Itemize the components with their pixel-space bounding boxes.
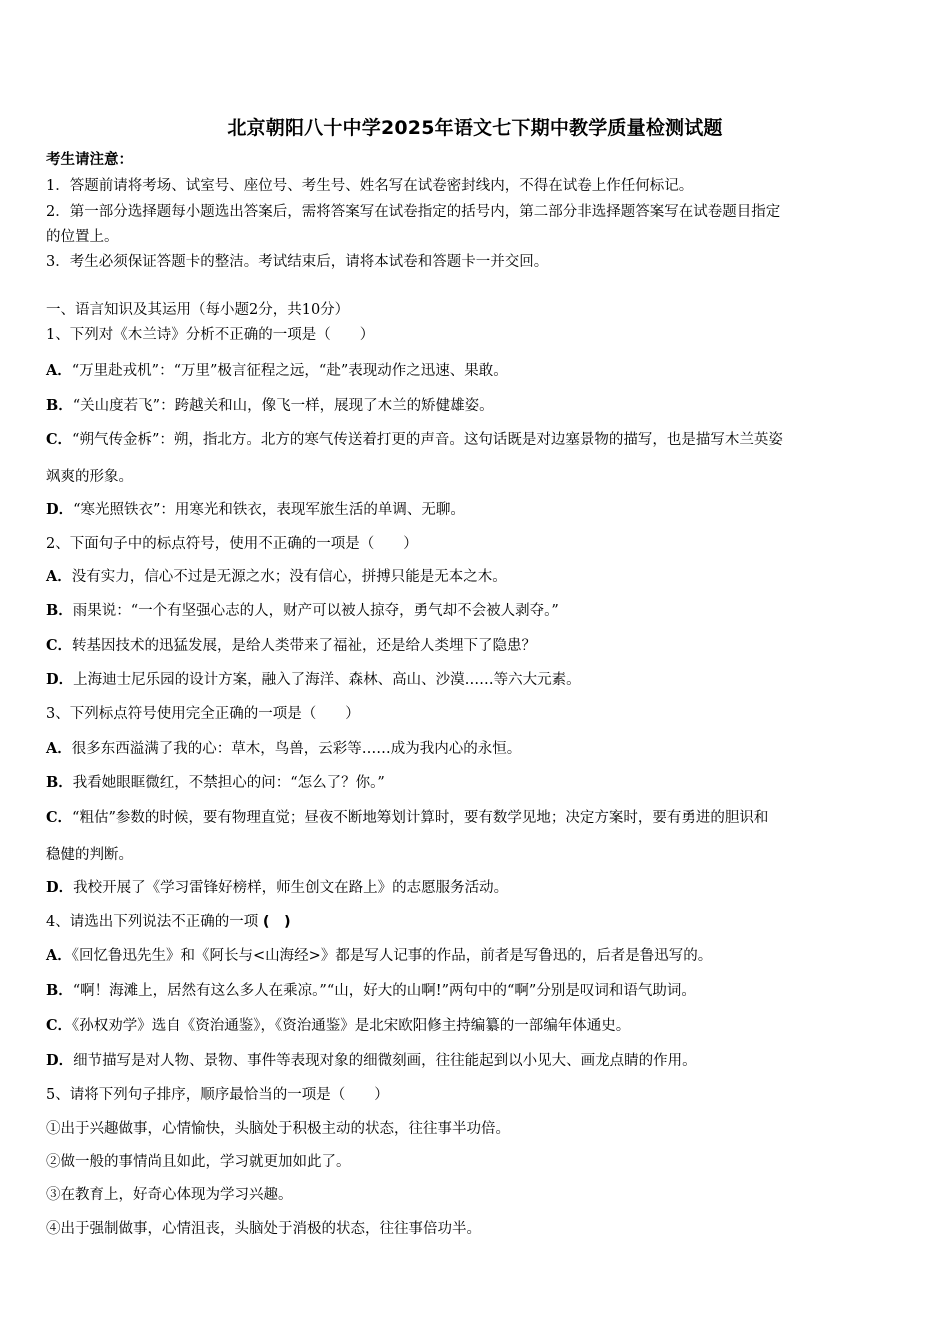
notice-item: 3．考生必须保证答题卡的整洁。考试结束后，请将本试卷和答题卡一并交回。	[46, 254, 549, 270]
option-a: A．很多东西溢满了我的心：草木，鸟兽，云彩等……成为我内心的永恒。	[46, 740, 522, 757]
notice-item: 1．答题前请将考场、试室号、座位号、考生号、姓名写在试卷密封线内，不得在试卷上作任何标记。	[46, 178, 694, 194]
option-letter: A．	[46, 740, 72, 757]
option-c: C．“朔气传金柝”：朔，指北方。北方的寒气传送着打更的声音。这句话既是对边塞景物的描写，也是描写木兰英姿	[46, 431, 783, 448]
question-stem	[46, 913, 291, 931]
option-letter: B．	[46, 982, 73, 999]
option-letter: C．	[46, 1017, 73, 1034]
answer-paren: ( )	[262, 914, 291, 930]
option-d: D．细节描写是对人物、景物、事件等表现对象的细微刻画，往往能起到以小见大、画龙点睛的作用。	[46, 1052, 697, 1069]
page-title: 北京朝阳八十中学2025年语文七下期中教学质量检测试题	[227, 117, 723, 139]
option-letter: B．	[46, 397, 73, 414]
question-stem: 1、下列对《木兰诗》分析不正确的一项是（ ）	[46, 327, 375, 343]
option-d: D．上海迪士尼乐园的设计方案，融入了海洋、森林、高山、沙漠……等六大元素。	[46, 671, 581, 688]
option-c-continued: 飒爽的形象。	[46, 469, 133, 485]
question-stem-text: 4、请选出下列说法不正确的一项	[46, 914, 259, 930]
option-letter: D．	[46, 879, 74, 896]
option-c-continued: 稳健的判断。	[46, 847, 133, 863]
section-heading: 一、语言知识及其运用（每小题2分，共10分）	[46, 302, 350, 318]
option-a: A．《回忆鲁迅先生》和《阿长与<山海经>》都是写人记事的作品，前者是写鲁迅的，后者是鲁迅写的。	[46, 947, 713, 964]
option-letter: B．	[46, 774, 73, 791]
option-b: B．“啊！海滩上，居然有这么多人在乘凉。”“山，好大的山啊!”两句中的“啊”分别是叹词和语气助词。	[46, 982, 696, 999]
option-b: B．“关山度若飞”：跨越关和山，像飞一样，展现了木兰的矫健雄姿。	[46, 397, 494, 414]
option-c: C．转基因技术的迅猛发展，是给人类带来了福祉，还是给人类埋下了隐患？	[46, 637, 537, 654]
notice-item: 2．第一部分选择题每小题选出答案后，需将答案写在试卷指定的括号内，第二部分非选择题答案写在试卷题目指定	[46, 204, 781, 220]
notice-heading: 考生请注意：	[46, 151, 133, 168]
option-letter: C．	[46, 637, 73, 654]
option-letter: D．	[46, 501, 74, 518]
question-stem: 2、下面句子中的标点符号，使用不正确的一项是（ ）	[46, 536, 418, 552]
option-a: A．“万里赴戎机”：“万里”极言征程之远，“赴”表现动作之迅速、果敢。	[46, 362, 508, 379]
sentence-4: ④出于强制做事，心情沮丧，头脑处于消极的状态，往往事倍功半。	[46, 1221, 481, 1237]
option-letter: D．	[46, 1052, 74, 1069]
sentence-1: ①出于兴趣做事，心情愉快，头脑处于积极主动的状态，往往事半功倍。	[46, 1121, 510, 1137]
option-b: B．我看她眼眶微红，不禁担心的问：“怎么了？你。”	[46, 774, 385, 791]
question-stem: 3、下列标点符号使用完全正确的一项是（ ）	[46, 706, 360, 722]
option-letter: A．	[46, 568, 72, 585]
sentence-2: ②做一般的事情尚且如此，学习就更加如此了。	[46, 1154, 351, 1170]
option-letter: A．	[46, 947, 72, 964]
notice-item: 的位置上。	[46, 229, 119, 245]
sentence-3: ③在教育上，好奇心体现为学习兴趣。	[46, 1187, 293, 1203]
option-c: C．“粗估”参数的时候，要有物理直觉；昼夜不断地筹划计算时，要有数学见地；决定方案时，要有勇进的胆识和	[46, 809, 769, 826]
option-b: B．雨果说：“一个有坚强心志的人，财产可以被人掠夺，勇气却不会被人剥夺。”	[46, 602, 559, 619]
option-a: A．没有实力，信心不过是无源之水；没有信心，拼搏只能是无本之木。	[46, 568, 507, 585]
option-letter: D．	[46, 671, 74, 688]
option-letter: C．	[46, 809, 73, 826]
option-d: D．我校开展了《学习雷锋好榜样，师生创文在路上》的志愿服务活动。	[46, 879, 509, 896]
option-letter: A．	[46, 362, 72, 379]
option-c: C．《孙权劝学》选自《资治通鉴》，《资治通鉴》是北宋欧阳修主持编纂的一部编年体通史。	[46, 1017, 631, 1034]
question-stem: 5、请将下列句子排序，顺序最恰当的一项是（ ）	[46, 1087, 389, 1103]
option-d: D．“寒光照铁衣”：用寒光和铁衣，表现军旅生活的单调、无聊。	[46, 501, 465, 518]
option-letter: C．	[46, 431, 73, 448]
option-letter: B．	[46, 602, 73, 619]
